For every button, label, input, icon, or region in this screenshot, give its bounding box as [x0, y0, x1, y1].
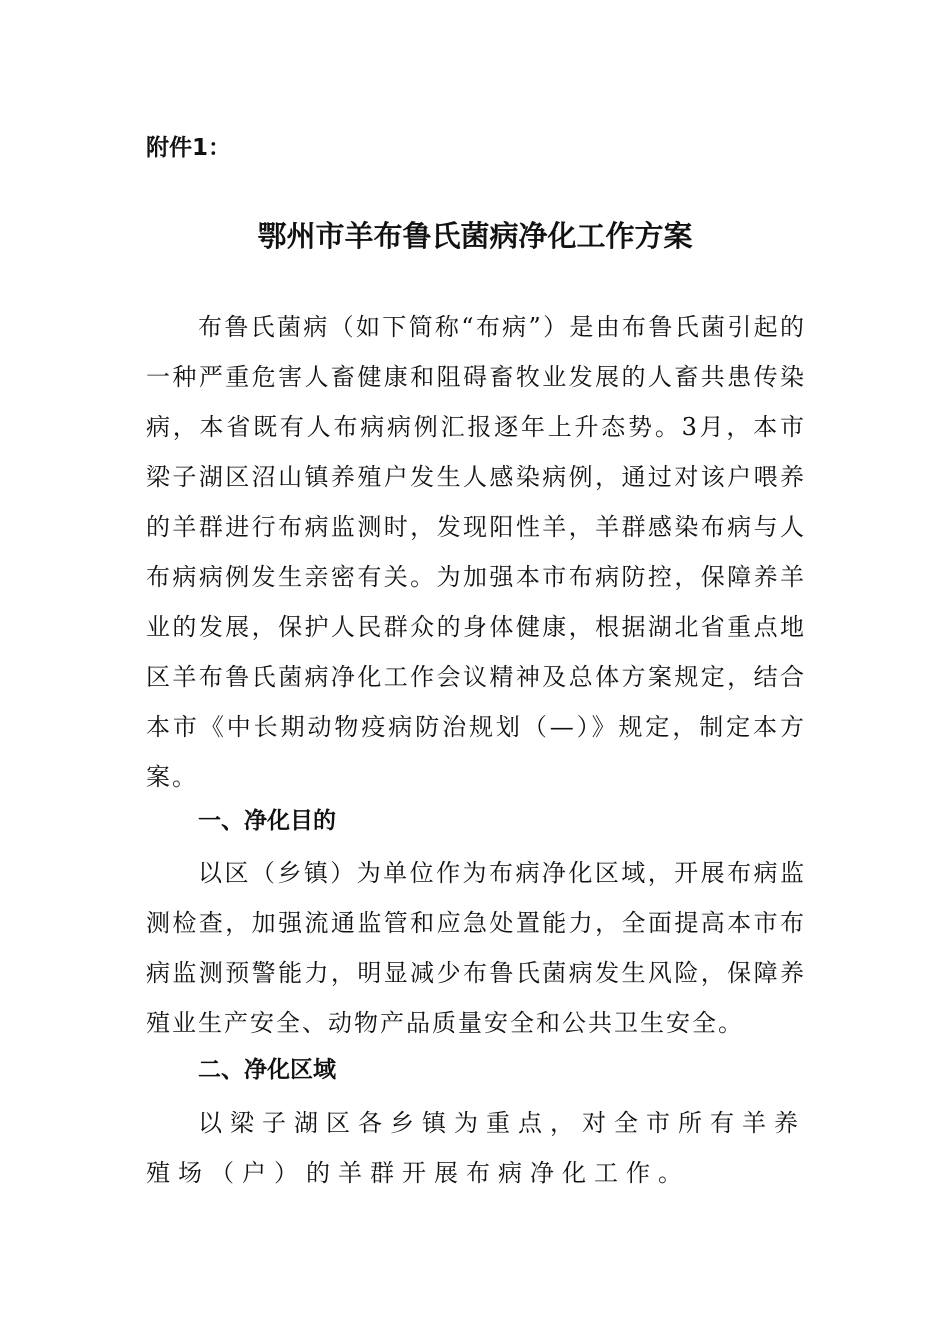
section-heading-region: 二、净化区域 — [198, 1057, 336, 1083]
section-paragraph-region: 以梁子湖区各乡镇为重点，对全市所有羊养殖场（户）的羊群开展布病净化工作。 — [146, 1109, 806, 1187]
intro-paragraph: 布鲁氏菌病（如下简称“布病”）是由布鲁氏菌引起的一种严重危害人畜健康和阻碍畜牧业发展的人畜共患传染病，本省既有人布病病例汇报逐年上升态势。3月，本市梁子湖区沼山镇养殖户发生人感染病例，通过对该户喂养的羊群进行布病监测时，发现阳性羊，羊群感染布病与人布病病例发生亲密有关。为加强本市布病防控，保障养羊业的发展，保护人民群众的身体健康，根据湖北省重点地区羊布鲁氏菌病净化工作会议精神及总体方案规定，结合本市《中长期动物疫病防治规划（—）》规定，制定本方案。 — [146, 313, 806, 791]
section-heading-purpose: 一、净化目的 — [198, 808, 336, 834]
section-paragraph-purpose: 以区（乡镇）为单位作为布病净化区域，开展布病监测检查，加强流通监管和应急处置能力，全面提高本市布病监测预警能力，明显减少布鲁氏菌病发生风险，保障养殖业生产安全、动物产品质量安全和公共卫生安全。 — [146, 859, 806, 1037]
document-title: 鄂州市羊布鲁氏菌病净化工作方案 — [257, 219, 693, 253]
attachment-label: 附件1： — [146, 135, 232, 161]
